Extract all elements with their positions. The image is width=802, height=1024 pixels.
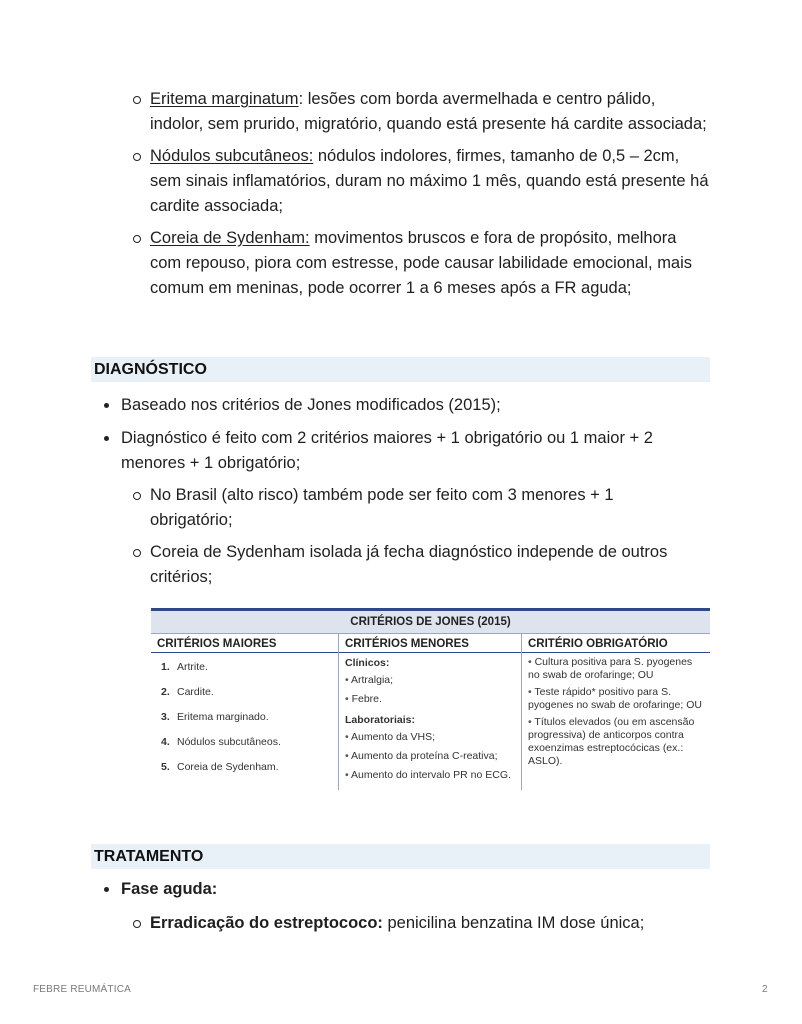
subheading-clinicos: Clínicos:: [345, 657, 390, 669]
column-obrigatorio: [522, 633, 710, 790]
clinical-signs-list: [150, 87, 710, 308]
table-row: [157, 704, 332, 729]
list-item: • Cultura positiva para S. pyogenes no swab de orofaringe; OU: [528, 656, 704, 682]
column-maiores: [151, 633, 339, 790]
list-item: • Teste rápido* positivo para S. pyogenes no swab de orofaringe; OU: [528, 686, 704, 712]
row-number: 1.: [161, 660, 170, 673]
table-row: [157, 654, 332, 679]
row-label: Eritema marginado.: [177, 710, 269, 723]
row-number: 5.: [161, 760, 170, 773]
list-item: • Aumento da VHS;: [345, 728, 515, 747]
row-label: Cardite.: [177, 685, 214, 698]
term: Coreia de Sydenham:: [150, 229, 310, 247]
term: Eritema marginatum: [150, 90, 299, 108]
description: nódulos indolores, firmes, tamanho de 0,5 – 2cm, sem sinais inflamatórios, duram no máximo 1 mês, quando está presente há cardite associada;: [150, 147, 709, 215]
table-row: [157, 679, 332, 704]
subheading-laboratoriais: Laboratoriais:: [345, 714, 416, 726]
description: penicilina benzatina IM dose única;: [382, 914, 645, 932]
row-label: Artrite.: [177, 660, 208, 673]
list-item: [150, 226, 710, 301]
list-item: • Aumento da proteína C-reativa;: [345, 747, 515, 766]
row-number: 2.: [161, 685, 170, 698]
list-item: • Títulos elevados (ou em ascensão progressiva) de anticorpos contra exoenzimas estreptocócicas (ex.: ASLO).: [528, 716, 704, 768]
row-label: Nódulos subcutâneos.: [177, 735, 281, 748]
table-row: [157, 729, 332, 754]
list-item: [150, 911, 710, 936]
row-label: Coreia de Sydenham.: [177, 760, 279, 773]
column-header: CRITÉRIOS MENORES: [339, 633, 521, 653]
column-menores: [339, 633, 522, 790]
list-item: [150, 87, 710, 137]
list-item: No Brasil (alto risco) também pode ser feito com 3 menores + 1 obrigatório;: [150, 483, 670, 533]
column-header: CRITÉRIOS MAIORES: [151, 633, 338, 653]
tratamento-sub-list: [150, 911, 710, 936]
description: lesões com borda avermelhada e centro pálido, indolor, sem prurido, migratório, quando está presente há cardite associada;: [150, 90, 707, 133]
section-heading-diagnostico: DIAGNÓSTICO: [91, 357, 710, 382]
term-suffix: :: [298, 90, 304, 108]
section-heading-tratamento: TRATAMENTO: [91, 844, 710, 869]
term: Nódulos subcutâneos:: [150, 147, 314, 165]
row-number: 3.: [161, 710, 170, 723]
list-item: Fase aguda:: [121, 877, 421, 902]
term: Erradicação do estreptococo:: [150, 914, 383, 932]
column-header: CRITÉRIO OBRIGATÓRIO: [522, 633, 710, 653]
list-item: Diagnóstico é feito com 2 critérios maiores + 1 obrigatório ou 1 maior + 2 menores + 1 obrigatório;: [121, 426, 681, 476]
row-number: 4.: [161, 735, 170, 748]
list-item: • Aumento do intervalo PR no ECG.: [345, 766, 515, 785]
table-row: [157, 754, 332, 779]
list-item: Coreia de Sydenham isolada já fecha diagnóstico independe de outros critérios;: [150, 540, 670, 590]
description: movimentos bruscos e fora de propósito, melhora com repouso, piora com estresse, pode causar labilidade emocional, mais comum em meninas, pode ocorrer 1 a 6 meses após a FR aguda;: [150, 229, 693, 297]
jones-criteria-table: [151, 608, 710, 790]
page-number: 2: [762, 984, 768, 995]
footer-title: FEBRE REUMÁTICA: [33, 984, 132, 995]
table-title: CRITÉRIOS DE JONES (2015): [151, 611, 710, 633]
list-item: • Artralgia;: [345, 671, 515, 690]
list-item: Baseado nos critérios de Jones modificados (2015);: [121, 393, 701, 418]
list-item: [150, 144, 710, 219]
list-item: • Febre.: [345, 690, 515, 709]
diagnostico-sub-list: [150, 483, 670, 590]
